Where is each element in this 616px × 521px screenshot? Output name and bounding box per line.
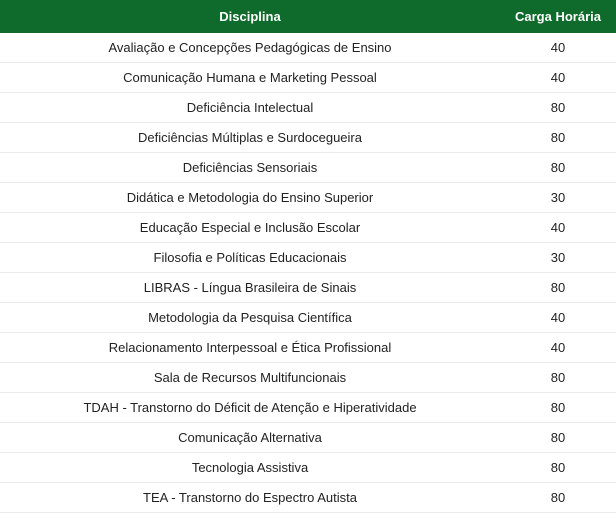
table-row [0, 333, 616, 363]
table-row [0, 63, 616, 93]
disciplina-cell: Comunicação Humana e Marketing Pessoal [123, 70, 377, 85]
disciplina-cell: Educação Especial e Inclusão Escolar [139, 220, 361, 235]
carga-cell: 80 [550, 160, 566, 175]
disciplina-cell: Relacionamento Interpessoal e Ética Profissional [108, 340, 392, 355]
disciplina-cell: LIBRAS - Língua Brasileira de Sinais [143, 280, 357, 295]
disciplina-cell: Didática e Metodologia do Ensino Superior [126, 190, 374, 205]
carga-cell: 80 [550, 460, 566, 475]
table-row [0, 153, 616, 183]
table-header [0, 0, 616, 33]
table-row [0, 423, 616, 453]
carga-cell: 80 [550, 100, 566, 115]
table-row [0, 303, 616, 333]
carga-cell: 80 [550, 130, 566, 145]
disciplina-cell: Deficiência Intelectual [186, 100, 314, 115]
carga-cell: 30 [550, 190, 566, 205]
carga-cell: 30 [550, 250, 566, 265]
carga-cell: 80 [550, 370, 566, 385]
carga-cell: 40 [550, 310, 566, 325]
table-row [0, 363, 616, 393]
table-row [0, 33, 616, 63]
table-row [0, 483, 616, 513]
disciplina-cell: Tecnologia Assistiva [191, 460, 309, 475]
disciplina-cell: TEA - Transtorno do Espectro Autista [143, 490, 357, 505]
carga-cell: 40 [550, 70, 566, 85]
table-row [0, 213, 616, 243]
disciplina-cell: Avaliação e Concepções Pedagógicas de Ensino [108, 40, 392, 55]
table-row [0, 243, 616, 273]
carga-cell: 80 [550, 490, 566, 505]
table-row [0, 93, 616, 123]
table-row [0, 123, 616, 153]
carga-cell: 40 [550, 340, 566, 355]
carga-cell: 40 [550, 220, 566, 235]
disciplina-cell: Filosofia e Políticas Educacionais [153, 250, 347, 265]
disciplina-cell: Deficiências Múltiplas e Surdocegueira [137, 130, 362, 145]
header-disciplina: Disciplina [219, 9, 281, 24]
table-row [0, 183, 616, 213]
table-row [0, 393, 616, 423]
disciplina-cell: TDAH - Transtorno do Déficit de Atenção e Hiperatividade [83, 400, 417, 415]
disciplina-cell: Metodologia da Pesquisa Científica [148, 310, 352, 325]
table-row [0, 273, 616, 303]
table-row [0, 453, 616, 483]
disciplina-cell: Sala de Recursos Multifuncionais [153, 370, 347, 385]
disciplina-cell: Deficiências Sensoriais [182, 160, 318, 175]
carga-cell: 80 [550, 400, 566, 415]
carga-cell: 40 [550, 40, 566, 55]
carga-cell: 80 [550, 280, 566, 295]
carga-cell: 80 [550, 430, 566, 445]
disciplina-cell: Comunicação Alternativa [178, 430, 322, 445]
header-carga-horaria: Carga Horária [515, 9, 601, 24]
